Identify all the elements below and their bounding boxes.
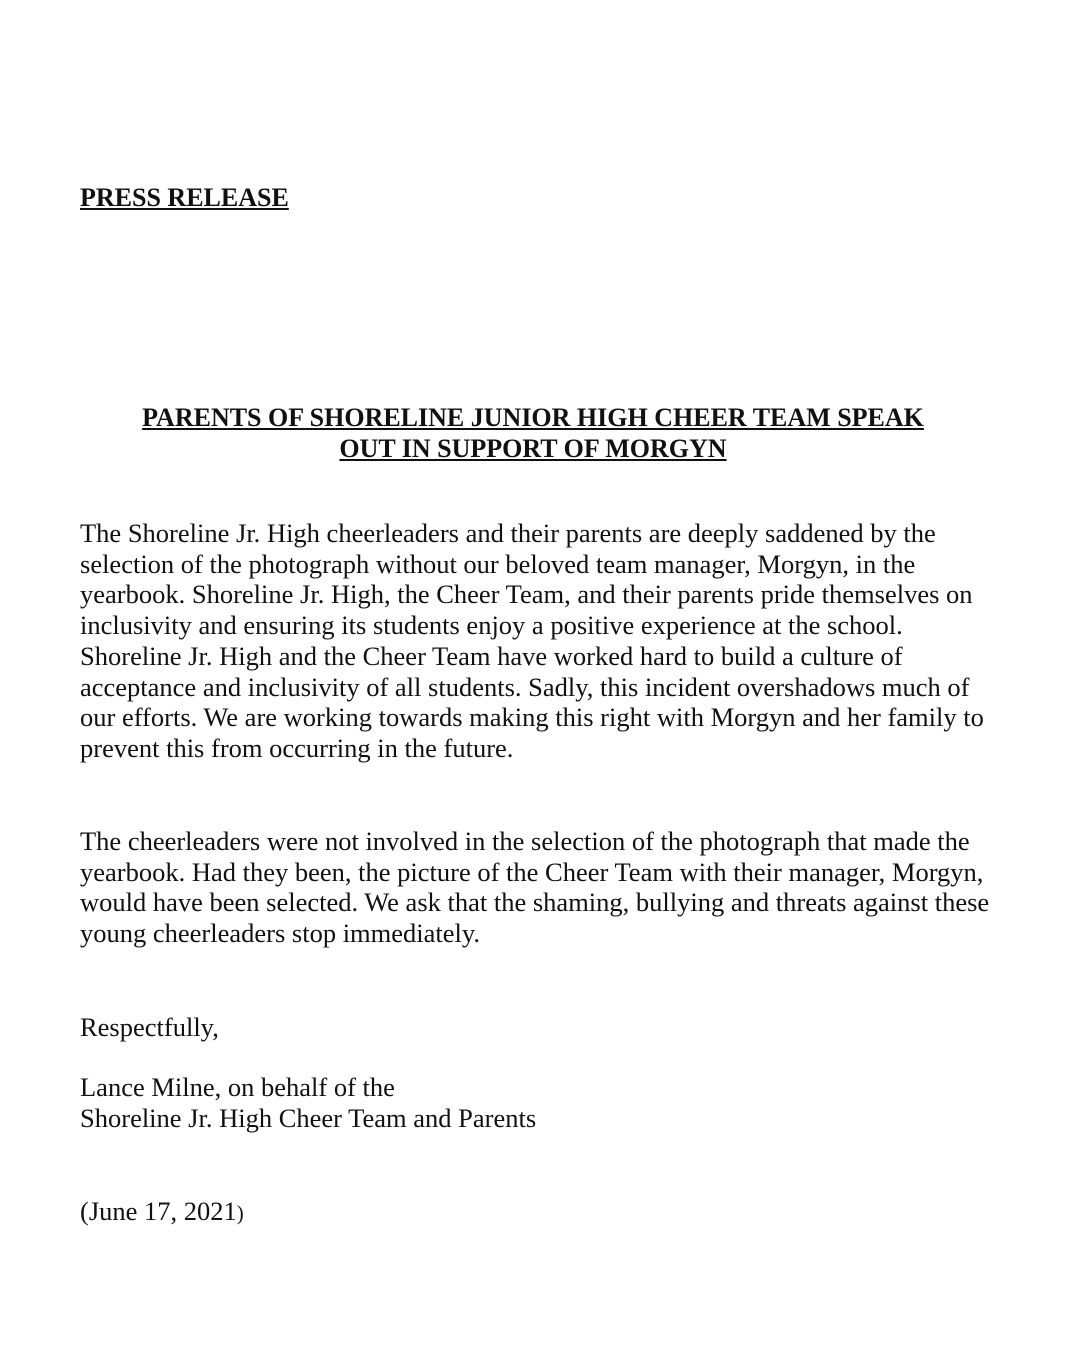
headline-line-2: OUT IN SUPPORT OF MORGYN — [339, 434, 727, 463]
headline — [80, 402, 986, 464]
date-text: (June 17, 2021 — [80, 1196, 237, 1226]
signature-block — [80, 1072, 990, 1133]
body-paragraph-2: The cheerleaders were not involved in the selection of the photograph that made the yearbook. Had they been, the picture of the Cheer Team with their manager, Morgyn, would have been selected. We ask that the shaming, bullying and threats against these young cheerleaders stop immediately. — [80, 826, 990, 949]
headline-line-1: PARENTS OF SHORELINE JUNIOR HIGH CHEER TEAM SPEAK — [142, 403, 924, 432]
date-close-paren: ) — [236, 1201, 244, 1225]
closing-salutation: Respectfully, — [80, 1012, 219, 1042]
release-date — [80, 1196, 244, 1229]
press-release-label: PRESS RELEASE — [80, 183, 289, 212]
body-paragraph-1: The Shoreline Jr. High cheerleaders and their parents are deeply saddened by the selection of the photograph without our beloved team manager, Morgyn, in the yearbook. Shoreline Jr. High, the Cheer Team, and their parents pride themselves on inclusivity and ensuring its students enjoy a positive experience at the school. Shoreline Jr. High and the Cheer Team have worked hard to build a culture of acceptance and inclusivity of all students. Sadly, this incident overshadows much of our efforts. We are working towards making this right with Morgyn and her family to prevent this from occurring in the future. — [80, 518, 984, 763]
signer-line-2: Shoreline Jr. High Cheer Team and Parents — [80, 1102, 537, 1133]
signer-line-1: Lance Milne, on behalf of the — [80, 1072, 395, 1102]
